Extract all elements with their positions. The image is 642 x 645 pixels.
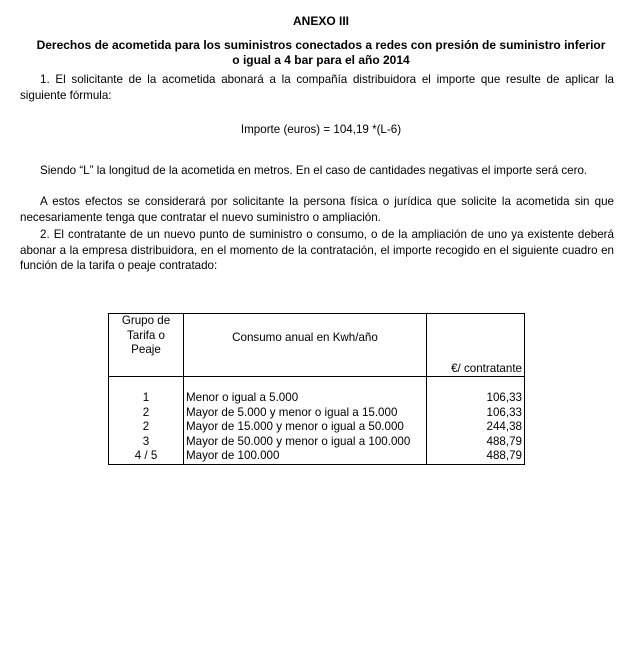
cell-importe: 106,33 bbox=[427, 406, 525, 421]
paragraph-4: 2. El contratante de un nuevo punto de suministro o consumo, o de la ampliación de uno ya existente deberá abonar a la empresa distribuidora, en el momento de la contratación, el importe recogido en el siguiente cuadro en función de la tarifa o peaje contratado: bbox=[20, 228, 614, 272]
cell-consumo: Mayor de 15.000 y menor o igual a 50.000 bbox=[184, 420, 427, 435]
annex-title: ANEXO III bbox=[292, 14, 349, 28]
cell-importe: 244,38 bbox=[427, 420, 525, 435]
table-row bbox=[109, 420, 525, 435]
header-importe: €/ contratante bbox=[427, 314, 525, 377]
cell-grupo: 3 bbox=[109, 435, 184, 450]
cell-consumo: Mayor de 5.000 y menor o igual a 15.000 bbox=[184, 406, 427, 421]
cell-importe: 488,79 bbox=[427, 435, 525, 450]
cell-importe: 106,33 bbox=[427, 391, 525, 406]
cell-importe: 488,79 bbox=[427, 449, 525, 464]
table-row bbox=[109, 435, 525, 450]
header-grupo-line-3: Peaje bbox=[131, 343, 161, 356]
tariff-table bbox=[108, 313, 525, 465]
cell-grupo: 4 / 5 bbox=[109, 449, 184, 464]
table-header-row bbox=[109, 314, 525, 377]
document-heading-line-2: o igual a 4 bar para el año 2014 bbox=[232, 53, 410, 67]
cell-consumo: Mayor de 50.000 y menor o igual a 100.000 bbox=[184, 435, 427, 450]
cell-grupo: 1 bbox=[109, 391, 184, 406]
table-row bbox=[109, 449, 525, 464]
table-spacer-row bbox=[109, 377, 525, 392]
cell-consumo: Mayor de 100.000 bbox=[184, 449, 427, 464]
paragraph-3: A estos efectos se considerará por solicitante la persona física o jurídica que solicite la acometida sin que necesariamente tenga que contratar el nuevo suministro o ampliación. bbox=[20, 195, 614, 224]
header-grupo-line-2: Tarifa o bbox=[126, 328, 166, 342]
header-grupo bbox=[109, 314, 184, 377]
paragraph-1: 1. El solicitante de la acometida abonará a la compañía distribuidora el importe que resulte de aplicar la siguiente fórmula: bbox=[20, 73, 614, 102]
table-row bbox=[109, 406, 525, 421]
cell-consumo: Menor o igual a 5.000 bbox=[184, 391, 427, 406]
header-grupo-line-1: Grupo de bbox=[121, 314, 171, 327]
formula: Importe (euros) = 104,19 *(L-6) bbox=[240, 123, 402, 136]
cell-grupo: 2 bbox=[109, 420, 184, 435]
header-consumo: Consumo anual en Kwh/año bbox=[184, 314, 427, 377]
cell-grupo: 2 bbox=[109, 406, 184, 421]
document-heading-line-1: Derechos de acometida para los suministros conectados a redes con presión de suministro inferior bbox=[36, 38, 606, 52]
paragraph-2: Siendo “L” la longitud de la acometida en metros. En el caso de cantidades negativas el importe será cero. bbox=[40, 164, 588, 177]
table-row bbox=[109, 391, 525, 406]
